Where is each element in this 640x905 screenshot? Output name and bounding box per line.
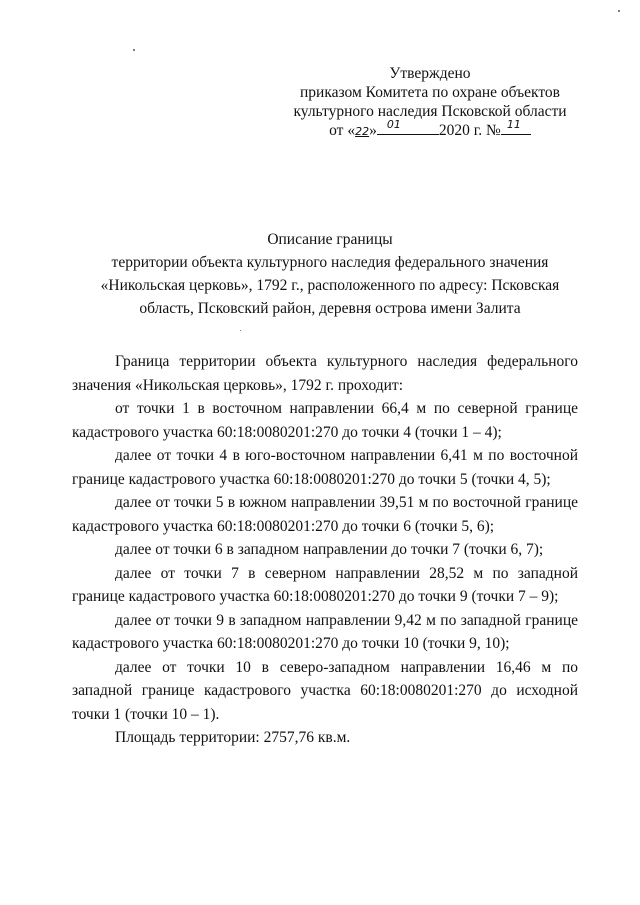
handwritten-number: 11 (506, 118, 521, 131)
paragraph-segment-9-10: далее от точки 9 в западном направлении 9,42 м по западной границе кадастрового участка 60:18:0080201:270 до точки 10 (точки 9, 10); (72, 611, 578, 652)
handwritten-day: 22 (355, 125, 370, 138)
title-line-3: «Никольская церковь», 1792 г., расположенного по адресу: Псковская (100, 277, 560, 294)
document-title (70, 228, 590, 320)
scan-speck (240, 330, 241, 331)
paragraph-intro: Граница территории объекта культурного наследия федерального значения «Никольская церковь», 1792 г. проходит: (72, 353, 578, 394)
paragraph-segment-5-6: далее от точки 5 в южном направлении 39,51 м по восточной границе кадастрового участка 60:18:0080201:270 до точки 6 (точки 5, 6); (72, 494, 578, 535)
title-line-1: Описание границы (267, 231, 393, 248)
date-mid: » (369, 122, 377, 139)
number-blank (501, 118, 531, 135)
scan-speck (618, 10, 620, 12)
title-line-4: область, Псковский район, деревня острова имени Залита (139, 300, 521, 317)
approval-order-line: приказом Комитета по охране объектов (299, 84, 560, 101)
handwritten-month: 01 (386, 118, 401, 131)
paragraph-segment-10-1: далее от точки 10 в северо-западном направлении 16,46 м по западной границе кадастрового участка 60:18:0080201:270 до исходной точки 1 (точки 10 – 1). (72, 658, 578, 723)
approval-stamp (280, 64, 580, 141)
approval-title: Утверждено (389, 65, 471, 82)
approval-committee-line: культурного наследия Псковской области (293, 103, 567, 120)
scan-speck (133, 49, 135, 51)
approval-date-line (280, 118, 580, 141)
title-line-2: территории объекта культурного наследия федерального значения (111, 254, 549, 271)
paragraph-segment-1-4: от точки 1 в восточном направлении 66,4 м по северной границе кадастрового участка 60:18:0080201:270 до точки 4 (точки 1 – 4); (72, 400, 578, 441)
paragraph-segment-6-7: далее от точки 6 в западном направлении до точки 7 (точки 6, 7); (115, 541, 544, 558)
paragraph-area: Площадь территории: 2757,76 кв.м. (115, 729, 351, 746)
paragraph-segment-7-9: далее от точки 7 в северном направлении 28,52 м по западной границе кадастрового участка 60:18:0080201:270 до точки 9 (точки 7 – 9); (72, 564, 578, 605)
boundary-description (72, 350, 578, 750)
date-prefix: от « (329, 122, 356, 139)
paragraph-segment-4-5: далее от точки 4 в юго-восточном направлении 6,41 м по восточной границе кадастрового участка 60:18:0080201:270 до точки 5 (точки 4, 5); (72, 447, 578, 488)
month-blank (377, 118, 439, 135)
date-year: 2020 г. № (438, 122, 501, 139)
